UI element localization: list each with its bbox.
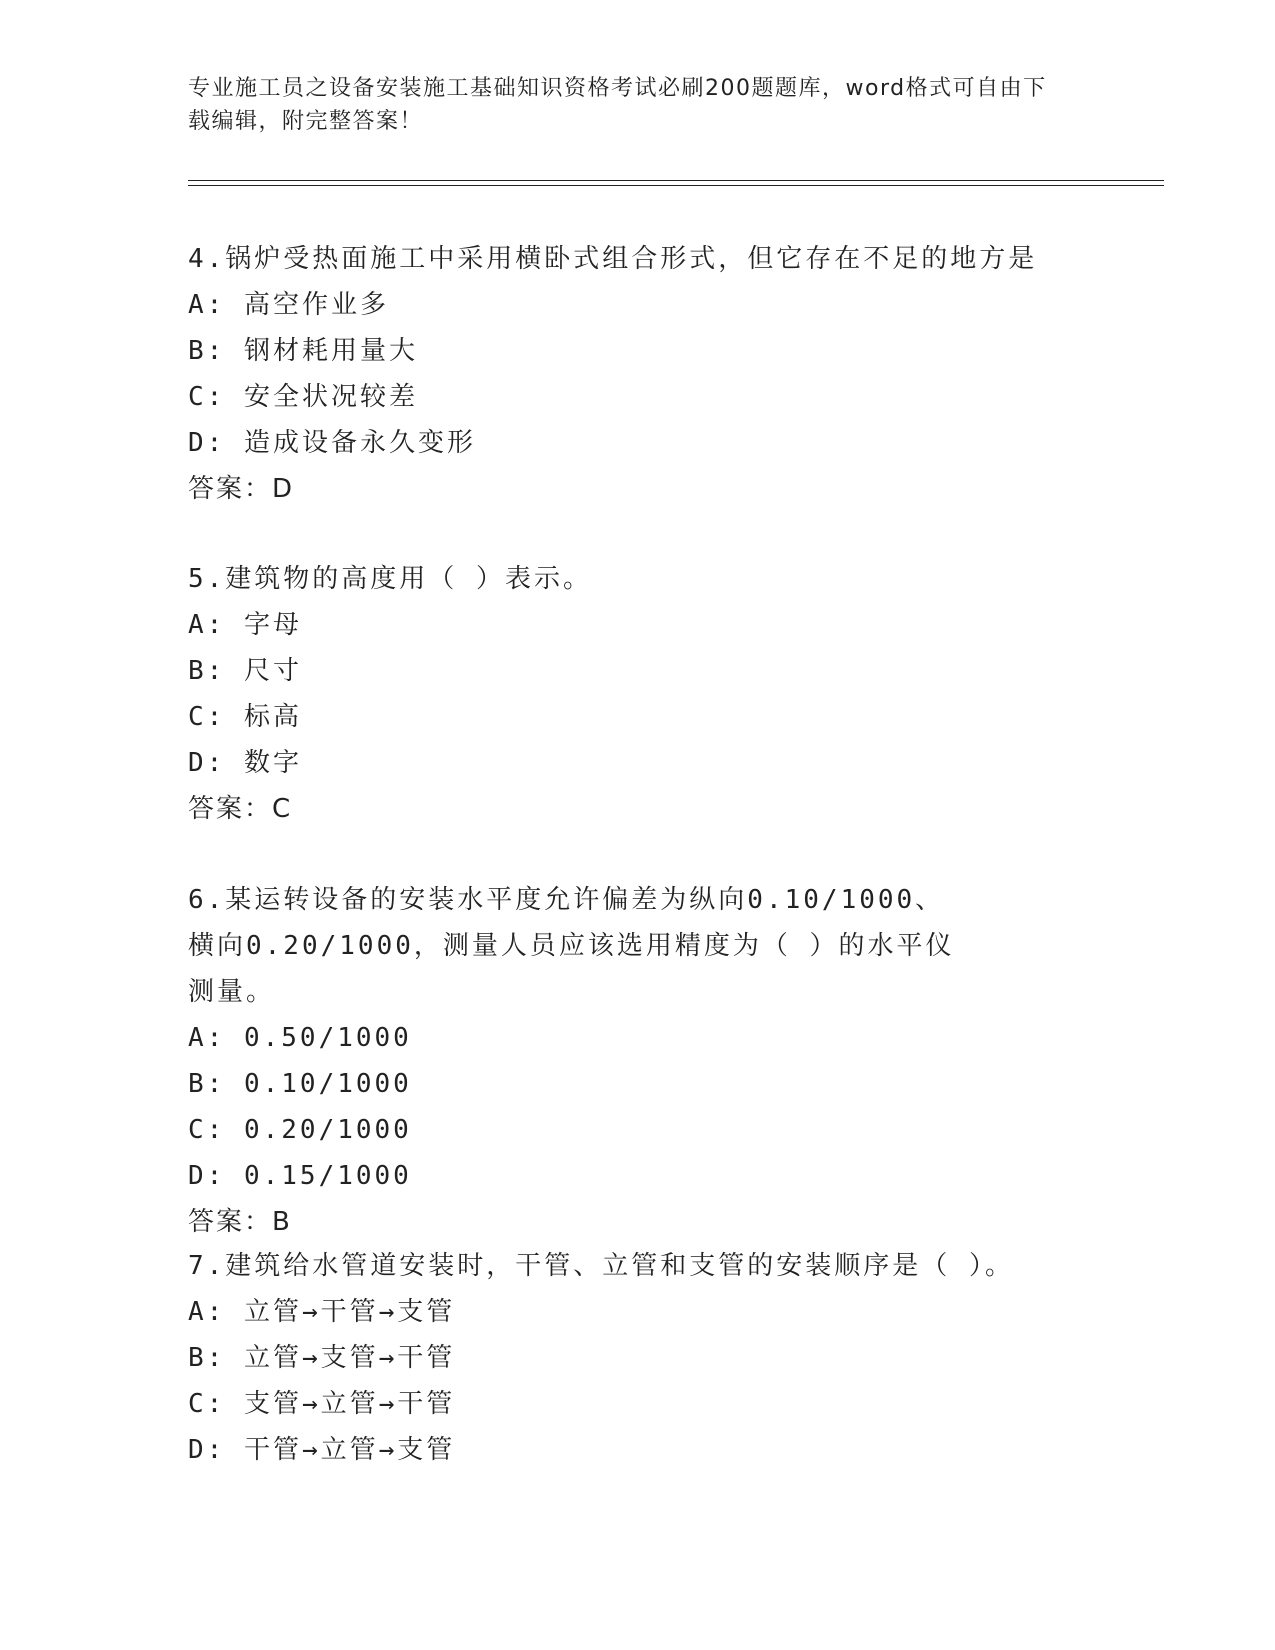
question-text: 7.建筑给水管道安装时，干管、立管和支管的安装顺序是（ ）。	[188, 1251, 1014, 1281]
option-a: A: 字母	[188, 610, 302, 640]
answer-line: 答案：B	[188, 1207, 292, 1237]
option-c: C: 支管→立管→干管	[188, 1389, 456, 1419]
option-d: D: 干管→立管→支管	[188, 1435, 456, 1465]
question-text: 4.锅炉受热面施工中采用横卧式组合形式，但它存在不足的地方是	[188, 244, 1038, 274]
option-c: C: 0.20/1000	[188, 1115, 412, 1145]
option-c: C: 标高	[188, 702, 302, 732]
question-text: 6.某运转设备的安装水平度允许偏差为纵向0.10/1000、横向0.20/1000，测量人员应该选用精度为（ ）的水平仪测量。	[188, 885, 955, 1007]
header-divider-bottom	[188, 185, 1164, 186]
header-divider-top	[188, 180, 1164, 181]
answer-line: 答案：C	[188, 794, 293, 824]
option-d: D: 数字	[188, 748, 302, 778]
answer-line: 答案：D	[188, 474, 295, 504]
option-d: D: 造成设备永久变形	[188, 428, 476, 458]
document-header: 专业施工员之设备安装施工基础知识资格考试必刷200题题库，word格式可自由下载编辑，附完整答案！	[188, 76, 1047, 134]
question-text: 5.建筑物的高度用（ ）表示。	[188, 564, 592, 594]
option-d: D: 0.15/1000	[188, 1161, 412, 1191]
option-b: B: 钢材耗用量大	[188, 336, 418, 366]
option-a: A: 高空作业多	[188, 290, 389, 320]
option-b: B: 立管→支管→干管	[188, 1343, 456, 1373]
option-c: C: 安全状况较差	[188, 382, 418, 412]
option-b: B: 尺寸	[188, 656, 302, 686]
question-7	[188, 1243, 1188, 1473]
question-5	[188, 556, 1188, 832]
option-a: A: 立管→干管→支管	[188, 1297, 456, 1327]
option-b: B: 0.10/1000	[188, 1069, 412, 1099]
option-a: A: 0.50/1000	[188, 1023, 412, 1053]
question-4	[188, 236, 1188, 512]
question-6	[188, 877, 1188, 1245]
